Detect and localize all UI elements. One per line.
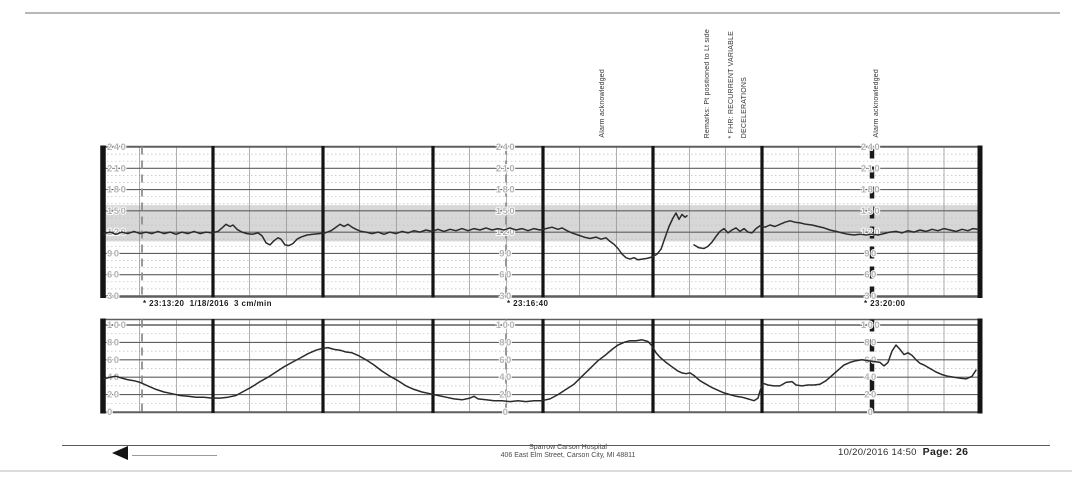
y-tick-label: 60 xyxy=(499,269,513,281)
y-tick-label: 30 xyxy=(864,291,878,302)
y-tick-label: 80 xyxy=(499,337,513,349)
y-tick-label: 120 xyxy=(860,227,882,239)
y-tick-label: 150 xyxy=(495,205,517,217)
print-datetime: 10/20/2016 14:50 xyxy=(838,447,923,458)
y-tick-label: 40 xyxy=(864,372,878,384)
time-stamp-start: * 23:13:20 1/18/2016 3 cm/min xyxy=(143,299,272,308)
y-tick-label: 40 xyxy=(499,372,513,384)
y-tick-label: 100 xyxy=(860,320,882,331)
y-tick-label: 120 xyxy=(107,227,128,239)
scan-corner-mark xyxy=(112,446,128,460)
y-tick-label: 100 xyxy=(107,320,128,331)
y-tick-label: 80 xyxy=(864,337,878,349)
y-tick-label: 180 xyxy=(860,184,882,196)
y-tick-label: 20 xyxy=(864,389,878,401)
y-tick-label: 100 xyxy=(495,320,517,331)
toco-strip xyxy=(103,319,980,419)
time-stamp-end: * 23:20:00 xyxy=(864,299,906,308)
y-tick-label: 60 xyxy=(864,354,878,366)
y-tick-label: 30 xyxy=(107,291,121,302)
y-tick-label: 210 xyxy=(860,163,882,175)
trace-line xyxy=(104,340,976,402)
y-tick-label: 180 xyxy=(495,184,517,196)
fhr-strip xyxy=(103,142,980,302)
y-tick-label: 40 xyxy=(107,372,121,384)
y-tick-label: 90 xyxy=(864,248,878,260)
time-stamp-mid: * 23:16:40 xyxy=(507,299,549,308)
event-annotation: Remarks: Pt positioned to Lt side xyxy=(704,28,711,138)
y-tick-label: 180 xyxy=(107,184,128,196)
hospital-footer xyxy=(418,444,718,460)
y-tick-label: 20 xyxy=(499,389,513,401)
scan-bottom-edge-line xyxy=(0,470,1072,472)
y-tick-label: 210 xyxy=(495,163,517,175)
y-tick-label: 60 xyxy=(107,354,121,366)
y-tick-label: 20 xyxy=(107,389,121,401)
print-footer xyxy=(838,446,968,458)
page-number: 26 xyxy=(955,446,969,458)
y-tick-label: 60 xyxy=(864,269,878,281)
y-tick-label: 90 xyxy=(107,248,121,260)
y-tick-label: 60 xyxy=(107,269,121,281)
y-tick-label: 150 xyxy=(860,205,882,217)
y-tick-label: 0 xyxy=(107,407,114,418)
event-annotation: * FHR: RECURRENT VARIABLE xyxy=(728,30,735,138)
scan-artifact-line xyxy=(132,455,217,456)
page-label: Page: xyxy=(922,446,956,458)
event-annotation: Alarm acknowledged xyxy=(873,69,880,138)
event-annotation: DECELERATIONS xyxy=(741,76,748,138)
y-tick-label: 0 xyxy=(867,407,875,418)
y-tick-label: 120 xyxy=(495,227,517,239)
y-tick-label: 150 xyxy=(107,205,128,217)
hospital-name: Sparrow Carson Hospital xyxy=(529,444,607,451)
y-tick-label: 240 xyxy=(495,142,517,153)
y-tick-label: 90 xyxy=(499,248,513,260)
event-annotation: Alarm acknowledged xyxy=(599,69,606,138)
y-tick-label: 240 xyxy=(107,142,128,153)
y-tick-label: 0 xyxy=(502,407,510,418)
hospital-address: 406 East Elm Street, Carson City, MI 48811 xyxy=(500,452,636,459)
y-tick-label: 60 xyxy=(499,354,513,366)
y-tick-label: 30 xyxy=(499,291,513,302)
y-tick-label: 240 xyxy=(860,142,882,153)
y-tick-label: 80 xyxy=(107,337,121,349)
y-tick-label: 210 xyxy=(107,163,128,175)
